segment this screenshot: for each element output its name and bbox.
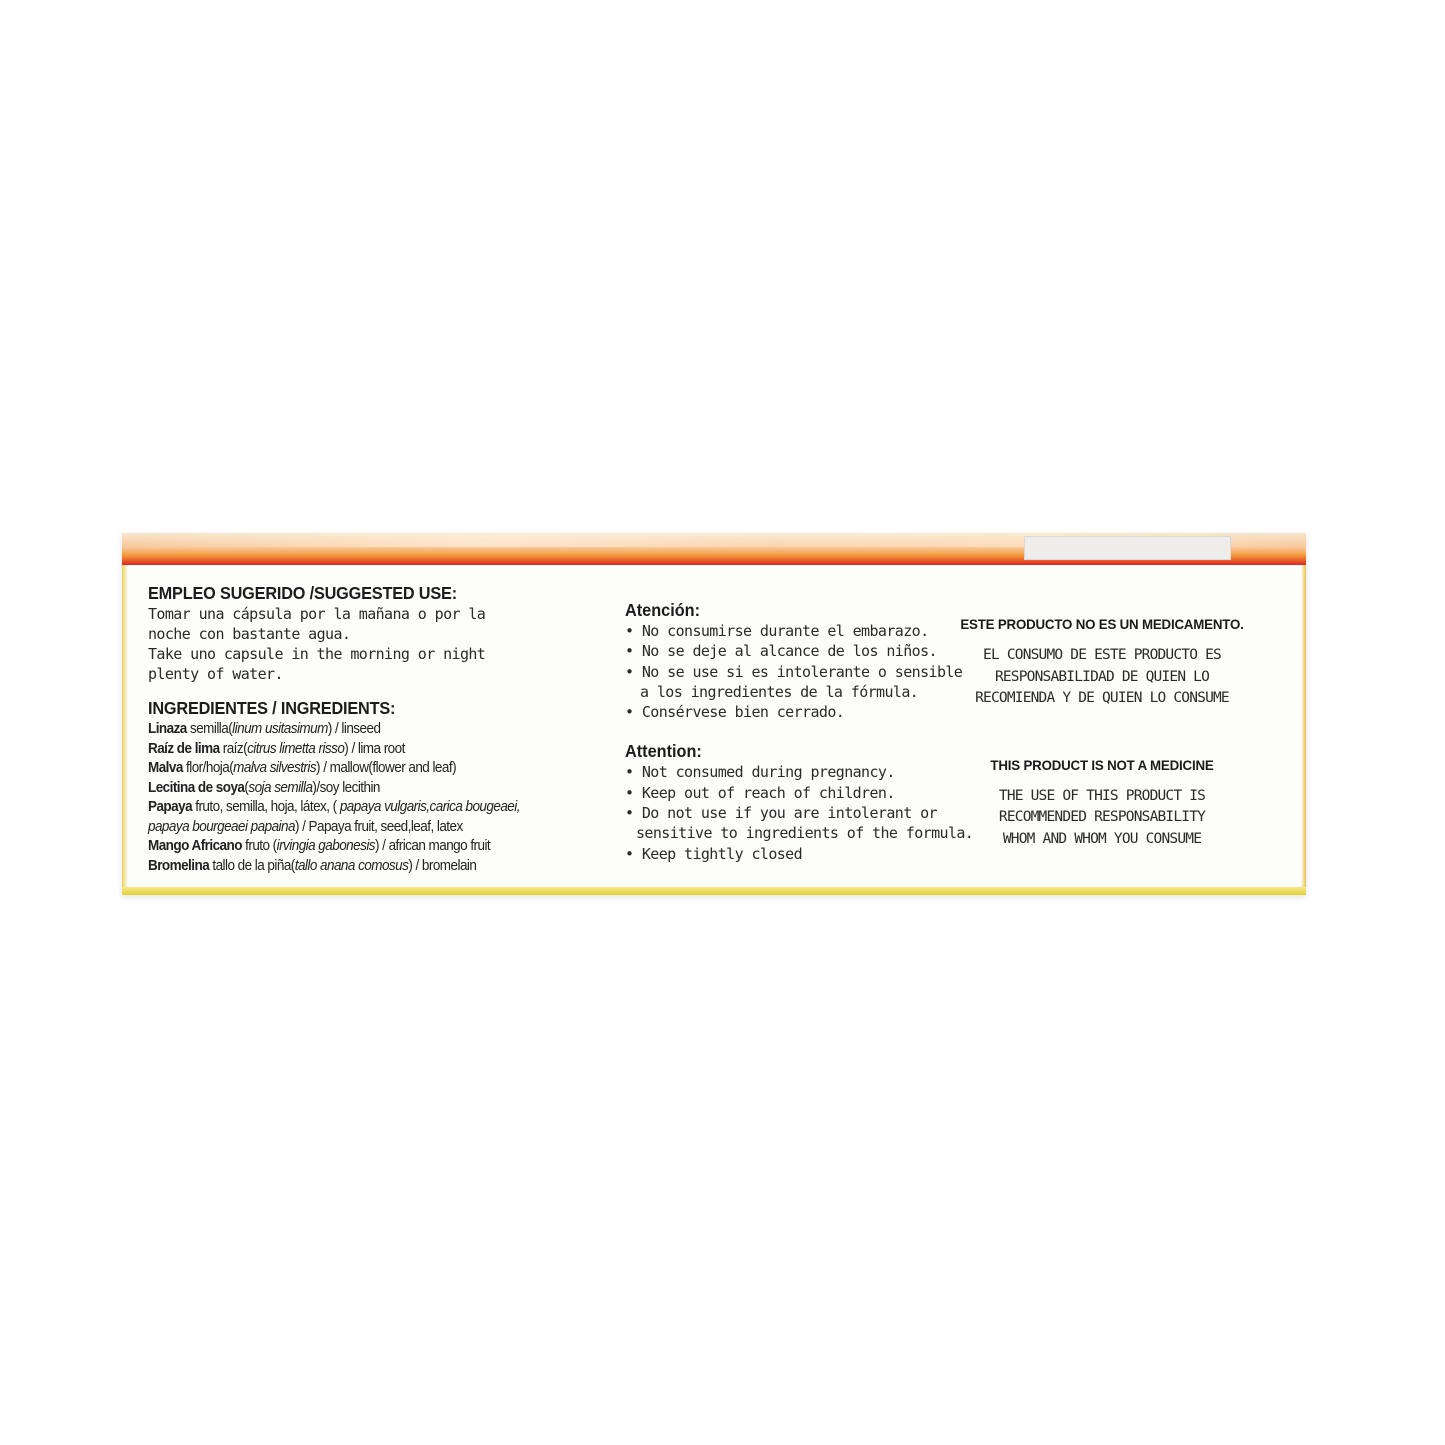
- atencion-line: • No se deje al alcance de los niños.: [625, 642, 937, 661]
- product-box-side-panel: [122, 533, 1306, 895]
- disclaimer-es-title: ESTE PRODUCTO NO ES UN MEDICAMENTO.: [960, 616, 1244, 632]
- ingredient-line: Bromelina tallo de la piña(tallo anana comosus) / bromelain: [148, 856, 477, 874]
- disclaimer-en-line: RECOMMENDED RESPONSABILITY: [998, 809, 1206, 825]
- atencion-line: a los ingredientes de la fórmula.: [640, 682, 919, 701]
- suggested-use-line: Tomar una cápsula por la mañana o por la: [148, 605, 486, 623]
- disclaimer-es-line: RESPONSABILIDAD DE QUIEN LO: [994, 668, 1210, 685]
- disclaimer-en-line: WHOM AND WHOM YOU CONSUME: [1002, 830, 1202, 847]
- attention-line: • Keep tightly closed: [625, 844, 803, 863]
- ingredient-line: Linaza semilla(linum usitasimum) / linseed: [148, 720, 381, 737]
- suggested-use-title: EMPLEO SUGERIDO /SUGGESTED USE:: [148, 583, 457, 603]
- attention-line: • Do not use if you are intolerant or: [625, 804, 937, 823]
- ingredient-line: Lecitina de soya(soja semilla)/soy lecithin: [148, 778, 380, 796]
- attention-title: Attention:: [625, 741, 702, 762]
- right-edge: [1301, 565, 1306, 887]
- ingredient-line: Malva flor/hoja(malva silvestris) / mallow(flower and leaf): [148, 759, 457, 776]
- suggested-use-line: plenty of water.: [148, 665, 283, 683]
- atencion-line: • Consérvese bien cerrado.: [625, 703, 845, 722]
- atencion-title: Atención:: [625, 600, 701, 620]
- attention-line: • Keep out of reach of children.: [625, 783, 895, 802]
- ingredient-line: papaya bourgeaei papaina) / Papaya fruit, seed,leaf, latex: [148, 817, 463, 835]
- atencion-line: • No consumirse durante el embarazo.: [625, 622, 929, 640]
- disclaimer-es-line: EL CONSUMO DE ESTE PRODUCTO ES: [983, 647, 1221, 663]
- suggested-use-line: noche con bastante agua.: [148, 625, 351, 643]
- disclaimer-en-title: THIS PRODUCT IS NOT A MEDICINE: [990, 756, 1214, 773]
- atencion-line: • No se use si es intolerante o sensible: [625, 662, 963, 681]
- attention-line: • Not consumed during pregnancy.: [625, 763, 895, 782]
- ingredients-title: INGREDIENTES / INGREDIENTS:: [148, 698, 396, 718]
- attention-line: sensitive to ingredients of the formula.: [636, 824, 974, 843]
- ingredient-line: Mango Africano fruto (irvingia gabonesis) / african mango fruit: [148, 837, 491, 854]
- label-patch: [1024, 536, 1231, 560]
- usage-ingredients-column: [148, 583, 618, 875]
- bottom-color-stripe: [122, 887, 1306, 895]
- warnings-column: [625, 599, 974, 864]
- disclaimer-es-line: RECOMIENDA Y DE QUIEN LO CONSUME: [975, 690, 1229, 706]
- ingredient-line: Papaya fruto, semilla, hoja, látex, ( papaya vulgaris,carica bougeaei,: [148, 798, 520, 815]
- disclaimer-column: [952, 615, 1252, 850]
- left-edge: [122, 565, 128, 887]
- disclaimer-en-line: THE USE OF THIS PRODUCT IS: [998, 787, 1206, 804]
- ingredient-line: Raíz de lima raíz(citrus limetta risso) / lima root: [148, 739, 405, 757]
- suggested-use-line: Take uno capsule in the morning or night: [148, 645, 486, 663]
